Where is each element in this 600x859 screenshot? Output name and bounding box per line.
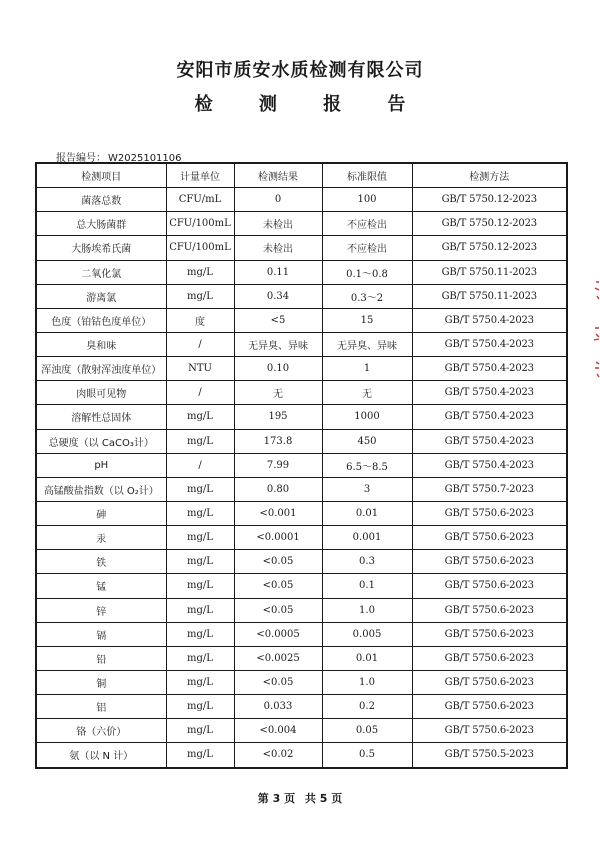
result-cell: <0.0001 xyxy=(234,526,322,550)
table-row xyxy=(36,212,567,236)
limit-cell: 450 xyxy=(322,429,412,453)
table-row xyxy=(36,695,567,719)
table-row xyxy=(36,308,567,332)
table-row xyxy=(36,598,567,622)
unit-cell: mg/L xyxy=(166,405,234,429)
unit-cell: mg/L xyxy=(166,743,234,768)
result-cell: 0.10 xyxy=(234,357,322,381)
method-cell: GB/T 5750.6-2023 xyxy=(412,695,567,719)
unit-cell: mg/L xyxy=(166,598,234,622)
method-cell: GB/T 5750.6-2023 xyxy=(412,646,567,670)
limit-cell: 不应检出 xyxy=(322,212,412,236)
limit-cell: 0.1 xyxy=(322,574,412,598)
method-cell: GB/T 5750.4-2023 xyxy=(412,429,567,453)
report-number-value: W2025101106 xyxy=(108,153,182,164)
unit-cell: mg/L xyxy=(166,719,234,743)
table-row xyxy=(36,429,567,453)
limit-cell: 1 xyxy=(322,357,412,381)
unit-cell: mg/L xyxy=(166,526,234,550)
method-cell: GB/T 5750.11-2023 xyxy=(412,260,567,284)
limit-cell: 0.005 xyxy=(322,622,412,646)
item-cell: 铜 xyxy=(36,670,166,694)
table-row xyxy=(36,550,567,574)
report-heading: 检 测 报 告 xyxy=(194,94,426,115)
method-cell: GB/T 5750.4-2023 xyxy=(412,308,567,332)
result-cell: 0.033 xyxy=(234,695,322,719)
item-cell: 铝 xyxy=(36,695,166,719)
company-title: 安阳市质安水质检测有限公司 xyxy=(176,60,424,81)
column-header-method: 检测方法 xyxy=(412,163,567,188)
method-cell: GB/T 5750.11-2023 xyxy=(412,284,567,308)
result-cell: 0.80 xyxy=(234,477,322,501)
result-cell: <0.05 xyxy=(234,574,322,598)
result-cell: 无异臭、异味 xyxy=(234,332,322,356)
result-cell: 173.8 xyxy=(234,429,322,453)
item-cell: 溶解性总固体 xyxy=(36,405,166,429)
limit-cell: 不应检出 xyxy=(322,236,412,260)
item-cell: 氨（以 N 计） xyxy=(36,743,166,768)
item-cell: 菌落总数 xyxy=(36,188,166,212)
item-cell: 砷 xyxy=(36,501,166,525)
item-cell: 锌 xyxy=(36,598,166,622)
seal-edge-icon xyxy=(590,270,600,400)
result-cell: 0 xyxy=(234,188,322,212)
method-cell: GB/T 5750.6-2023 xyxy=(412,598,567,622)
method-cell: GB/T 5750.4-2023 xyxy=(412,453,567,477)
column-header-item: 检测项目 xyxy=(36,163,166,188)
method-cell: GB/T 5750.6-2023 xyxy=(412,501,567,525)
limit-cell: 0.05 xyxy=(322,719,412,743)
page-footer xyxy=(0,790,600,806)
table-row xyxy=(36,574,567,598)
method-cell: GB/T 5750.4-2023 xyxy=(412,405,567,429)
unit-cell: mg/L xyxy=(166,646,234,670)
item-cell: 大肠埃希氏菌 xyxy=(36,236,166,260)
unit-cell: mg/L xyxy=(166,429,234,453)
item-cell: 游离氯 xyxy=(36,284,166,308)
item-cell: 总硬度（以 CaCO₃计） xyxy=(36,429,166,453)
table-row xyxy=(36,477,567,501)
table-row xyxy=(36,646,567,670)
unit-cell: mg/L xyxy=(166,284,234,308)
unit-cell: / xyxy=(166,381,234,405)
table-row xyxy=(36,501,567,525)
limit-cell: 15 xyxy=(322,308,412,332)
unit-cell: mg/L xyxy=(166,501,234,525)
item-cell: 色度（铂钴色度单位） xyxy=(36,308,166,332)
limit-cell: 3 xyxy=(322,477,412,501)
table-row xyxy=(36,284,567,308)
limit-cell: 0.3 xyxy=(322,550,412,574)
limit-cell: 6.5～8.5 xyxy=(322,453,412,477)
limit-cell: 0.5 xyxy=(322,743,412,768)
page-current: 第 3 页 xyxy=(257,792,296,805)
result-cell: <0.05 xyxy=(234,598,322,622)
method-cell: GB/T 5750.4-2023 xyxy=(412,381,567,405)
table-row xyxy=(36,743,567,768)
unit-cell: CFU/mL xyxy=(166,188,234,212)
column-header-limit: 标准限值 xyxy=(322,163,412,188)
table-row xyxy=(36,260,567,284)
method-cell: GB/T 5750.6-2023 xyxy=(412,719,567,743)
method-cell: GB/T 5750.4-2023 xyxy=(412,357,567,381)
unit-cell: mg/L xyxy=(166,670,234,694)
method-cell: GB/T 5750.6-2023 xyxy=(412,526,567,550)
table-row xyxy=(36,405,567,429)
table-row xyxy=(36,381,567,405)
result-cell: <0.02 xyxy=(234,743,322,768)
item-cell: 汞 xyxy=(36,526,166,550)
unit-cell: / xyxy=(166,332,234,356)
limit-cell: 1.0 xyxy=(322,598,412,622)
item-cell: 铬（六价） xyxy=(36,719,166,743)
page-total: 共 5 页 xyxy=(304,792,343,805)
method-cell: GB/T 5750.12-2023 xyxy=(412,236,567,260)
table-row xyxy=(36,357,567,381)
limit-cell: 0.1～0.8 xyxy=(322,260,412,284)
limit-cell: 0.01 xyxy=(322,501,412,525)
item-cell: pH xyxy=(36,453,166,477)
table-row xyxy=(36,719,567,743)
result-cell: <0.0005 xyxy=(234,622,322,646)
method-cell: GB/T 5750.6-2023 xyxy=(412,550,567,574)
result-cell: <0.05 xyxy=(234,670,322,694)
limit-cell: 1000 xyxy=(322,405,412,429)
item-cell: 肉眼可见物 xyxy=(36,381,166,405)
item-cell: 浑浊度（散射浑浊度单位） xyxy=(36,357,166,381)
limit-cell: 0.2 xyxy=(322,695,412,719)
method-cell: GB/T 5750.12-2023 xyxy=(412,188,567,212)
result-cell: 195 xyxy=(234,405,322,429)
table-row xyxy=(36,526,567,550)
item-cell: 铅 xyxy=(36,646,166,670)
limit-cell: 1.0 xyxy=(322,670,412,694)
unit-cell: CFU/100mL xyxy=(166,212,234,236)
method-cell: GB/T 5750.12-2023 xyxy=(412,212,567,236)
result-cell: <0.0025 xyxy=(234,646,322,670)
table-row xyxy=(36,332,567,356)
limit-cell: 无异臭、异味 xyxy=(322,332,412,356)
column-header-unit: 计量单位 xyxy=(166,163,234,188)
result-cell: <0.05 xyxy=(234,550,322,574)
table-header-row xyxy=(36,163,567,188)
method-cell: GB/T 5750.6-2023 xyxy=(412,622,567,646)
result-cell: <5 xyxy=(234,308,322,332)
item-cell: 臭和味 xyxy=(36,332,166,356)
table-row xyxy=(36,670,567,694)
column-header-result: 检测结果 xyxy=(234,163,322,188)
item-cell: 二氧化氯 xyxy=(36,260,166,284)
table-body xyxy=(36,188,567,768)
method-cell: GB/T 5750.7-2023 xyxy=(412,477,567,501)
unit-cell: mg/L xyxy=(166,260,234,284)
item-cell: 高锰酸盐指数（以 O₂计） xyxy=(36,477,166,501)
result-cell: 未检出 xyxy=(234,212,322,236)
method-cell: GB/T 5750.4-2023 xyxy=(412,332,567,356)
result-cell: 0.34 xyxy=(234,284,322,308)
unit-cell: mg/L xyxy=(166,695,234,719)
table-row xyxy=(36,453,567,477)
method-cell: GB/T 5750.6-2023 xyxy=(412,670,567,694)
limit-cell: 0.01 xyxy=(322,646,412,670)
limit-cell: 无 xyxy=(322,381,412,405)
result-cell: 7.99 xyxy=(234,453,322,477)
limit-cell: 100 xyxy=(322,188,412,212)
unit-cell: mg/L xyxy=(166,574,234,598)
method-cell: GB/T 5750.5-2023 xyxy=(412,743,567,768)
result-cell: <0.001 xyxy=(234,501,322,525)
method-cell: GB/T 5750.6-2023 xyxy=(412,574,567,598)
item-cell: 铁 xyxy=(36,550,166,574)
result-cell: 0.11 xyxy=(234,260,322,284)
unit-cell: NTU xyxy=(166,357,234,381)
table-row xyxy=(36,236,567,260)
result-cell: 未检出 xyxy=(234,236,322,260)
unit-cell: CFU/100mL xyxy=(166,236,234,260)
unit-cell: mg/L xyxy=(166,550,234,574)
limit-cell: 0.3～2 xyxy=(322,284,412,308)
result-cell: 无 xyxy=(234,381,322,405)
results-table xyxy=(35,162,568,769)
limit-cell: 0.001 xyxy=(322,526,412,550)
unit-cell: 度 xyxy=(166,308,234,332)
item-cell: 总大肠菌群 xyxy=(36,212,166,236)
item-cell: 镉 xyxy=(36,622,166,646)
table-row xyxy=(36,188,567,212)
unit-cell: / xyxy=(166,453,234,477)
unit-cell: mg/L xyxy=(166,477,234,501)
unit-cell: mg/L xyxy=(166,622,234,646)
table-row xyxy=(36,622,567,646)
report-number-label: 报告编号： xyxy=(56,153,106,164)
result-cell: <0.004 xyxy=(234,719,322,743)
item-cell: 锰 xyxy=(36,574,166,598)
